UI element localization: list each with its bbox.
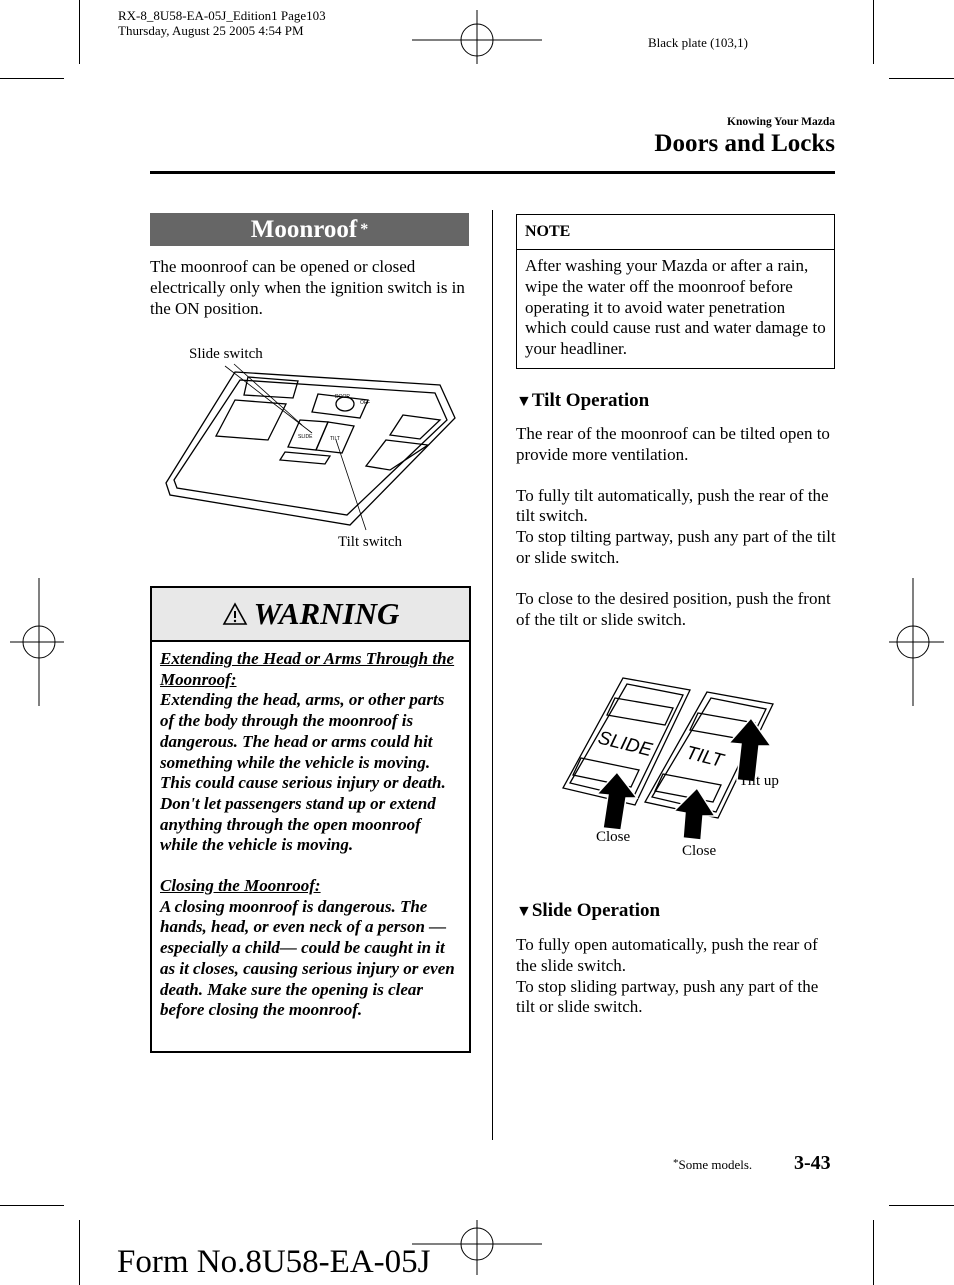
- slide-marker: ▼: [516, 903, 532, 920]
- moonroof-heading: [150, 213, 469, 246]
- header-rule: [150, 171, 835, 174]
- footnote: [673, 1157, 752, 1173]
- column-divider: [492, 210, 493, 1140]
- footnote-text: Some models.: [678, 1157, 753, 1172]
- tilt-mini-label: TILT: [330, 436, 340, 442]
- note-box: [516, 214, 835, 369]
- note-body: After washing your Mazda or after a rain, wipe the water off the moonroof before operating it to avoid water penetration which could cause rust and water damage to your headliner.: [525, 256, 826, 359]
- warning-box: [150, 586, 471, 1053]
- tilt-p3: To close to the desired position, push the front of the tilt or slide switch.: [516, 588, 831, 629]
- tilt-p2a: To fully tilt automatically, push the rear of the tilt switch.: [516, 485, 829, 526]
- moonroof-asterisk: *: [360, 221, 369, 238]
- print-meta: [118, 8, 326, 38]
- slide-p1b: To stop sliding partway, push any part of the tilt or slide switch.: [516, 976, 819, 1017]
- overhead-console-diagram: [150, 340, 470, 560]
- slide-p1a: To fully open automatically, push the rear of the slide switch.: [516, 935, 818, 975]
- tilt-switch-text: TILT: [683, 742, 726, 772]
- tilt-marker: ▼: [516, 393, 532, 410]
- slide-switch-text: SLIDE: [595, 727, 655, 762]
- off-label: OFF: [360, 400, 370, 406]
- tilt-up-label: Tilt up: [739, 773, 779, 789]
- slide-switch-label: Slide switch: [189, 346, 263, 362]
- switch-closeup-diagram: [555, 670, 795, 840]
- warning-body: [152, 642, 469, 1021]
- plate-label: Black plate (103,1): [648, 35, 748, 50]
- moonroof-heading-text: Moonroof: [250, 216, 358, 243]
- print-meta-line1: RX-8_8U58-EA-05J_Edition1 Page103: [118, 8, 326, 23]
- tilt-text: [516, 424, 836, 630]
- close-left-label: Close: [596, 829, 631, 845]
- page-title: Doors and Locks: [654, 130, 835, 157]
- print-meta-line2: Thursday, August 25 2005 4:54 PM: [118, 23, 304, 38]
- slide-text: [516, 935, 836, 1018]
- section-label: Knowing Your Mazda: [727, 116, 835, 128]
- tilt-operation-heading: [516, 390, 649, 412]
- tilt-operation-title: Tilt Operation: [531, 390, 650, 411]
- warning-title: WARNING: [253, 596, 400, 631]
- door-label: DOOR: [335, 394, 350, 400]
- warning-item2-heading: Closing the Moonroof:: [160, 876, 321, 896]
- close-right-label: Close: [682, 843, 717, 859]
- tilt-p2b: To stop tilting partway, push any part of the tilt or slide switch.: [516, 527, 836, 567]
- warning-item2-body: A closing moonroof is dangerous. The hands, head, or even neck of a person —especially a child— could be caught in it as it closes, causing serious injury or even death. Make sure the opening is clear before closing the moonroof.: [160, 896, 455, 1020]
- tilt-switch-label: Tilt switch: [338, 534, 403, 550]
- slide-operation-heading: [516, 900, 660, 922]
- form-number: Form No.8U58-EA-05J: [117, 1244, 431, 1280]
- footnote-asterisk: *: [673, 1157, 679, 1169]
- tilt-p1: The rear of the moonroof can be tilted open to provide more ventilation.: [516, 424, 830, 464]
- moonroof-intro: The moonroof can be opened or closed electrically only when the ignition switch is in the ON position.: [150, 257, 465, 318]
- warning-triangle-icon: [222, 602, 248, 626]
- page-number: 3-43: [794, 1152, 831, 1174]
- slide-mini-label: SLIDE: [298, 434, 313, 440]
- warning-item1-heading: Extending the Head or Arms Through the Moonroof:: [160, 649, 455, 689]
- note-title: NOTE: [517, 215, 834, 250]
- warning-header: [152, 588, 469, 642]
- warning-item1-body: Extending the head, arms, or other parts of the body through the moonroof is dangerous. The head or arms could hit something while the vehicle is moving. This could cause serious injury or death. Don't let passengers stand up or extend anything through the open moonroof while the vehicle is moving.: [160, 690, 446, 855]
- slide-operation-title: Slide Operation: [531, 900, 661, 921]
